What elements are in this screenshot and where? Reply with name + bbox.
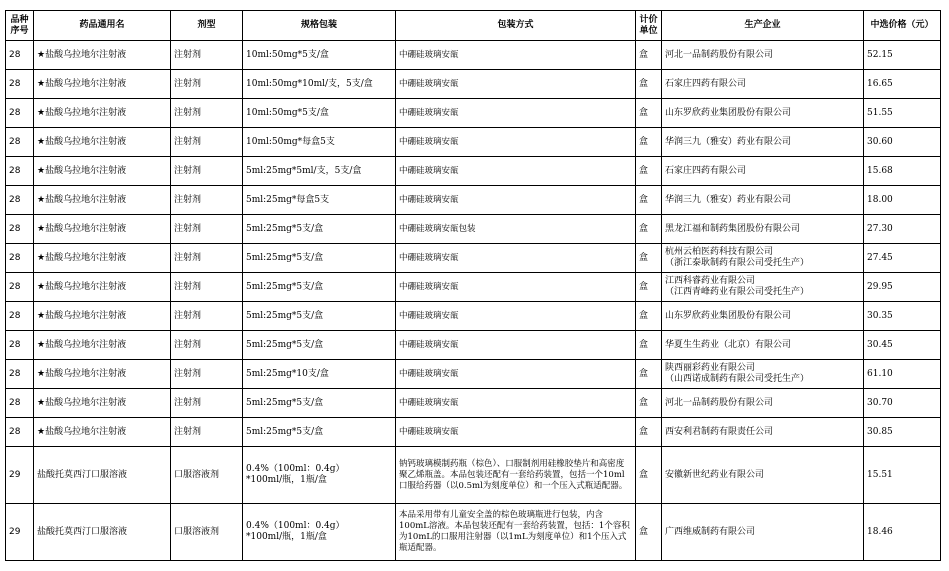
cell-form: 注射剂 xyxy=(171,244,243,273)
cell-form: 注射剂 xyxy=(171,99,243,128)
cell-no: 29 xyxy=(6,447,34,504)
cell-unit: 盒 xyxy=(636,244,662,273)
cell-name: ★盐酸乌拉地尔注射液 xyxy=(34,128,171,157)
table-row xyxy=(6,244,941,273)
header-unit: 计价单位 xyxy=(636,11,662,41)
table-row xyxy=(6,360,941,389)
cell-price: 30.60 xyxy=(864,128,941,157)
cell-name: ★盐酸乌拉地尔注射液 xyxy=(34,331,171,360)
cell-form: 注射剂 xyxy=(171,70,243,99)
cell-form: 注射剂 xyxy=(171,360,243,389)
cell-price: 16.65 xyxy=(864,70,941,99)
table-row xyxy=(6,447,941,504)
cell-form: 注射剂 xyxy=(171,157,243,186)
cell-maker: 广西维威制药有限公司 xyxy=(662,504,864,561)
cell-maker: 河北一品制药股份有限公司 xyxy=(662,41,864,70)
drug-price-table xyxy=(5,10,941,561)
cell-maker: 石家庄四药有限公司 xyxy=(662,70,864,99)
cell-maker: 山东罗欣药业集团股份有限公司 xyxy=(662,99,864,128)
cell-pack: 中硼硅玻璃安瓿 xyxy=(396,302,636,331)
header-name: 药品通用名 xyxy=(34,11,171,41)
cell-form: 注射剂 xyxy=(171,186,243,215)
cell-spec: 10ml:50mg*5支/盒 xyxy=(243,41,396,70)
cell-name: ★盐酸乌拉地尔注射液 xyxy=(34,302,171,331)
table-row xyxy=(6,128,941,157)
cell-pack: 中硼硅玻璃安瓿 xyxy=(396,186,636,215)
cell-pack: 中硼硅玻璃安瓿 xyxy=(396,157,636,186)
cell-unit: 盒 xyxy=(636,418,662,447)
cell-price: 18.00 xyxy=(864,186,941,215)
cell-unit: 盒 xyxy=(636,128,662,157)
cell-maker: 石家庄四药有限公司 xyxy=(662,157,864,186)
table-row xyxy=(6,504,941,561)
cell-unit: 盒 xyxy=(636,302,662,331)
cell-form: 注射剂 xyxy=(171,389,243,418)
cell-unit: 盒 xyxy=(636,215,662,244)
cell-spec: 5ml:25mg*每盒5支 xyxy=(243,186,396,215)
cell-spec: 5ml:25mg*10支/盒 xyxy=(243,360,396,389)
cell-pack: 中硼硅玻璃安瓿 xyxy=(396,389,636,418)
header-form: 剂型 xyxy=(171,11,243,41)
cell-no: 28 xyxy=(6,418,34,447)
cell-unit: 盒 xyxy=(636,389,662,418)
header-spec: 规格包装 xyxy=(243,11,396,41)
cell-unit: 盒 xyxy=(636,70,662,99)
cell-form: 注射剂 xyxy=(171,128,243,157)
cell-unit: 盒 xyxy=(636,273,662,302)
cell-maker: 陕西丽彩药业有限公司 （山西诺成制药有限公司受托生产） xyxy=(662,360,864,389)
cell-price: 30.35 xyxy=(864,302,941,331)
cell-unit: 盒 xyxy=(636,99,662,128)
cell-pack: 中硼硅玻璃安瓿 xyxy=(396,128,636,157)
table-row xyxy=(6,389,941,418)
header-pack: 包装方式 xyxy=(396,11,636,41)
cell-no: 28 xyxy=(6,70,34,99)
cell-name: ★盐酸乌拉地尔注射液 xyxy=(34,70,171,99)
cell-maker: 西安利君制药有限责任公司 xyxy=(662,418,864,447)
cell-form: 注射剂 xyxy=(171,302,243,331)
cell-form: 注射剂 xyxy=(171,331,243,360)
cell-name: ★盐酸乌拉地尔注射液 xyxy=(34,389,171,418)
cell-maker: 华润三九（雅安）药业有限公司 xyxy=(662,186,864,215)
cell-unit: 盒 xyxy=(636,331,662,360)
cell-name: ★盐酸乌拉地尔注射液 xyxy=(34,41,171,70)
cell-maker: 杭州云柏医药科技有限公司 （浙江泰耿制药有限公司受托生产） xyxy=(662,244,864,273)
table-row xyxy=(6,331,941,360)
cell-form: 注射剂 xyxy=(171,418,243,447)
cell-spec: 0.4%（100ml：0.4g） *100ml/瓶，1瓶/盒 xyxy=(243,447,396,504)
cell-no: 28 xyxy=(6,331,34,360)
cell-unit: 盒 xyxy=(636,41,662,70)
table-row xyxy=(6,302,941,331)
table-row xyxy=(6,70,941,99)
table-row xyxy=(6,215,941,244)
cell-form: 口服溶液剂 xyxy=(171,504,243,561)
cell-no: 28 xyxy=(6,41,34,70)
table-row xyxy=(6,157,941,186)
cell-spec: 5ml:25mg*5支/盒 xyxy=(243,331,396,360)
cell-spec: 10ml:50mg*5支/盒 xyxy=(243,99,396,128)
cell-no: 28 xyxy=(6,302,34,331)
cell-price: 15.51 xyxy=(864,447,941,504)
cell-price: 30.45 xyxy=(864,331,941,360)
cell-spec: 10ml:50mg*10ml/支，5支/盒 xyxy=(243,70,396,99)
cell-name: ★盐酸乌拉地尔注射液 xyxy=(34,360,171,389)
cell-form: 注射剂 xyxy=(171,215,243,244)
cell-price: 61.10 xyxy=(864,360,941,389)
cell-spec: 5ml:25mg*5支/盒 xyxy=(243,244,396,273)
cell-no: 28 xyxy=(6,273,34,302)
cell-pack: 中硼硅玻璃安瓿包装 xyxy=(396,215,636,244)
cell-no: 28 xyxy=(6,186,34,215)
cell-form: 口服溶液剂 xyxy=(171,447,243,504)
cell-spec: 5ml:25mg*5ml/支，5支/盒 xyxy=(243,157,396,186)
cell-pack: 钠钙玻璃模制药瓶（棕色）、口服制剂用硅橡胶垫片和高密度聚乙烯瓶盖。本品包装还配有一套给药装置，包括一个10ml口服给药器（以0.5ml为刻度单位）和一个压入式瓶适配器。 xyxy=(396,447,636,504)
cell-price: 15.68 xyxy=(864,157,941,186)
cell-pack: 本品采用带有儿童安全盖的棕色玻璃瓶进行包装，内含100mL溶液。本品包装还配有一套给药装置，包括：1个容积为10mL的口服用注射器（以1mL为刻度单位）和1个压入式瓶适配器。 xyxy=(396,504,636,561)
cell-no: 28 xyxy=(6,360,34,389)
cell-name: ★盐酸乌拉地尔注射液 xyxy=(34,418,171,447)
cell-name: ★盐酸乌拉地尔注射液 xyxy=(34,99,171,128)
cell-no: 28 xyxy=(6,389,34,418)
cell-name: ★盐酸乌拉地尔注射液 xyxy=(34,273,171,302)
table-row xyxy=(6,41,941,70)
cell-pack: 中硼硅玻璃安瓿 xyxy=(396,360,636,389)
cell-spec: 5ml:25mg*5支/盒 xyxy=(243,389,396,418)
cell-pack: 中硼硅玻璃安瓿 xyxy=(396,273,636,302)
cell-pack: 中硼硅玻璃安瓿 xyxy=(396,41,636,70)
cell-price: 27.30 xyxy=(864,215,941,244)
cell-price: 51.55 xyxy=(864,99,941,128)
cell-spec: 0.4%（100ml：0.4g） *100ml/瓶，1瓶/盒 xyxy=(243,504,396,561)
cell-name: ★盐酸乌拉地尔注射液 xyxy=(34,186,171,215)
header-row xyxy=(6,11,941,41)
cell-maker: 江西科睿药业有限公司 （江西青峰药业有限公司受托生产） xyxy=(662,273,864,302)
cell-spec: 5ml:25mg*5支/盒 xyxy=(243,215,396,244)
cell-name: 盐酸托莫西汀口服溶液 xyxy=(34,447,171,504)
cell-no: 28 xyxy=(6,244,34,273)
table-row xyxy=(6,273,941,302)
cell-pack: 中硼硅玻璃安瓿 xyxy=(396,418,636,447)
cell-form: 注射剂 xyxy=(171,273,243,302)
cell-unit: 盒 xyxy=(636,504,662,561)
cell-pack: 中硼硅玻璃安瓿 xyxy=(396,70,636,99)
cell-name: ★盐酸乌拉地尔注射液 xyxy=(34,157,171,186)
cell-maker: 华润三九（雅安）药业有限公司 xyxy=(662,128,864,157)
cell-spec: 5ml:25mg*5支/盒 xyxy=(243,273,396,302)
cell-unit: 盒 xyxy=(636,360,662,389)
cell-maker: 安徽新世纪药业有限公司 xyxy=(662,447,864,504)
header-no: 品种序号 xyxy=(6,11,34,41)
cell-price: 29.95 xyxy=(864,273,941,302)
cell-spec: 5ml:25mg*5支/盒 xyxy=(243,418,396,447)
cell-price: 52.15 xyxy=(864,41,941,70)
cell-pack: 中硼硅玻璃安瓿 xyxy=(396,99,636,128)
cell-spec: 10ml:50mg*每盒5支 xyxy=(243,128,396,157)
cell-no: 28 xyxy=(6,99,34,128)
cell-maker: 华夏生生药业（北京）有限公司 xyxy=(662,331,864,360)
cell-name: ★盐酸乌拉地尔注射液 xyxy=(34,244,171,273)
table-row xyxy=(6,186,941,215)
cell-form: 注射剂 xyxy=(171,41,243,70)
cell-price: 27.45 xyxy=(864,244,941,273)
table-row xyxy=(6,99,941,128)
cell-no: 28 xyxy=(6,157,34,186)
cell-name: 盐酸托莫西汀口服溶液 xyxy=(34,504,171,561)
cell-pack: 中硼硅玻璃安瓿 xyxy=(396,331,636,360)
cell-maker: 黑龙江福和制药集团股份有限公司 xyxy=(662,215,864,244)
cell-maker: 河北一品制药股份有限公司 xyxy=(662,389,864,418)
cell-price: 18.46 xyxy=(864,504,941,561)
table-row xyxy=(6,418,941,447)
cell-pack: 中硼硅玻璃安瓿 xyxy=(396,244,636,273)
header-maker: 生产企业 xyxy=(662,11,864,41)
cell-spec: 5ml:25mg*5支/盒 xyxy=(243,302,396,331)
header-price: 中选价格（元） xyxy=(864,11,941,41)
cell-unit: 盒 xyxy=(636,447,662,504)
cell-name: ★盐酸乌拉地尔注射液 xyxy=(34,215,171,244)
cell-unit: 盒 xyxy=(636,157,662,186)
cell-no: 29 xyxy=(6,504,34,561)
cell-price: 30.85 xyxy=(864,418,941,447)
cell-no: 28 xyxy=(6,215,34,244)
cell-maker: 山东罗欣药业集团股份有限公司 xyxy=(662,302,864,331)
cell-price: 30.70 xyxy=(864,389,941,418)
cell-no: 28 xyxy=(6,128,34,157)
cell-unit: 盒 xyxy=(636,186,662,215)
